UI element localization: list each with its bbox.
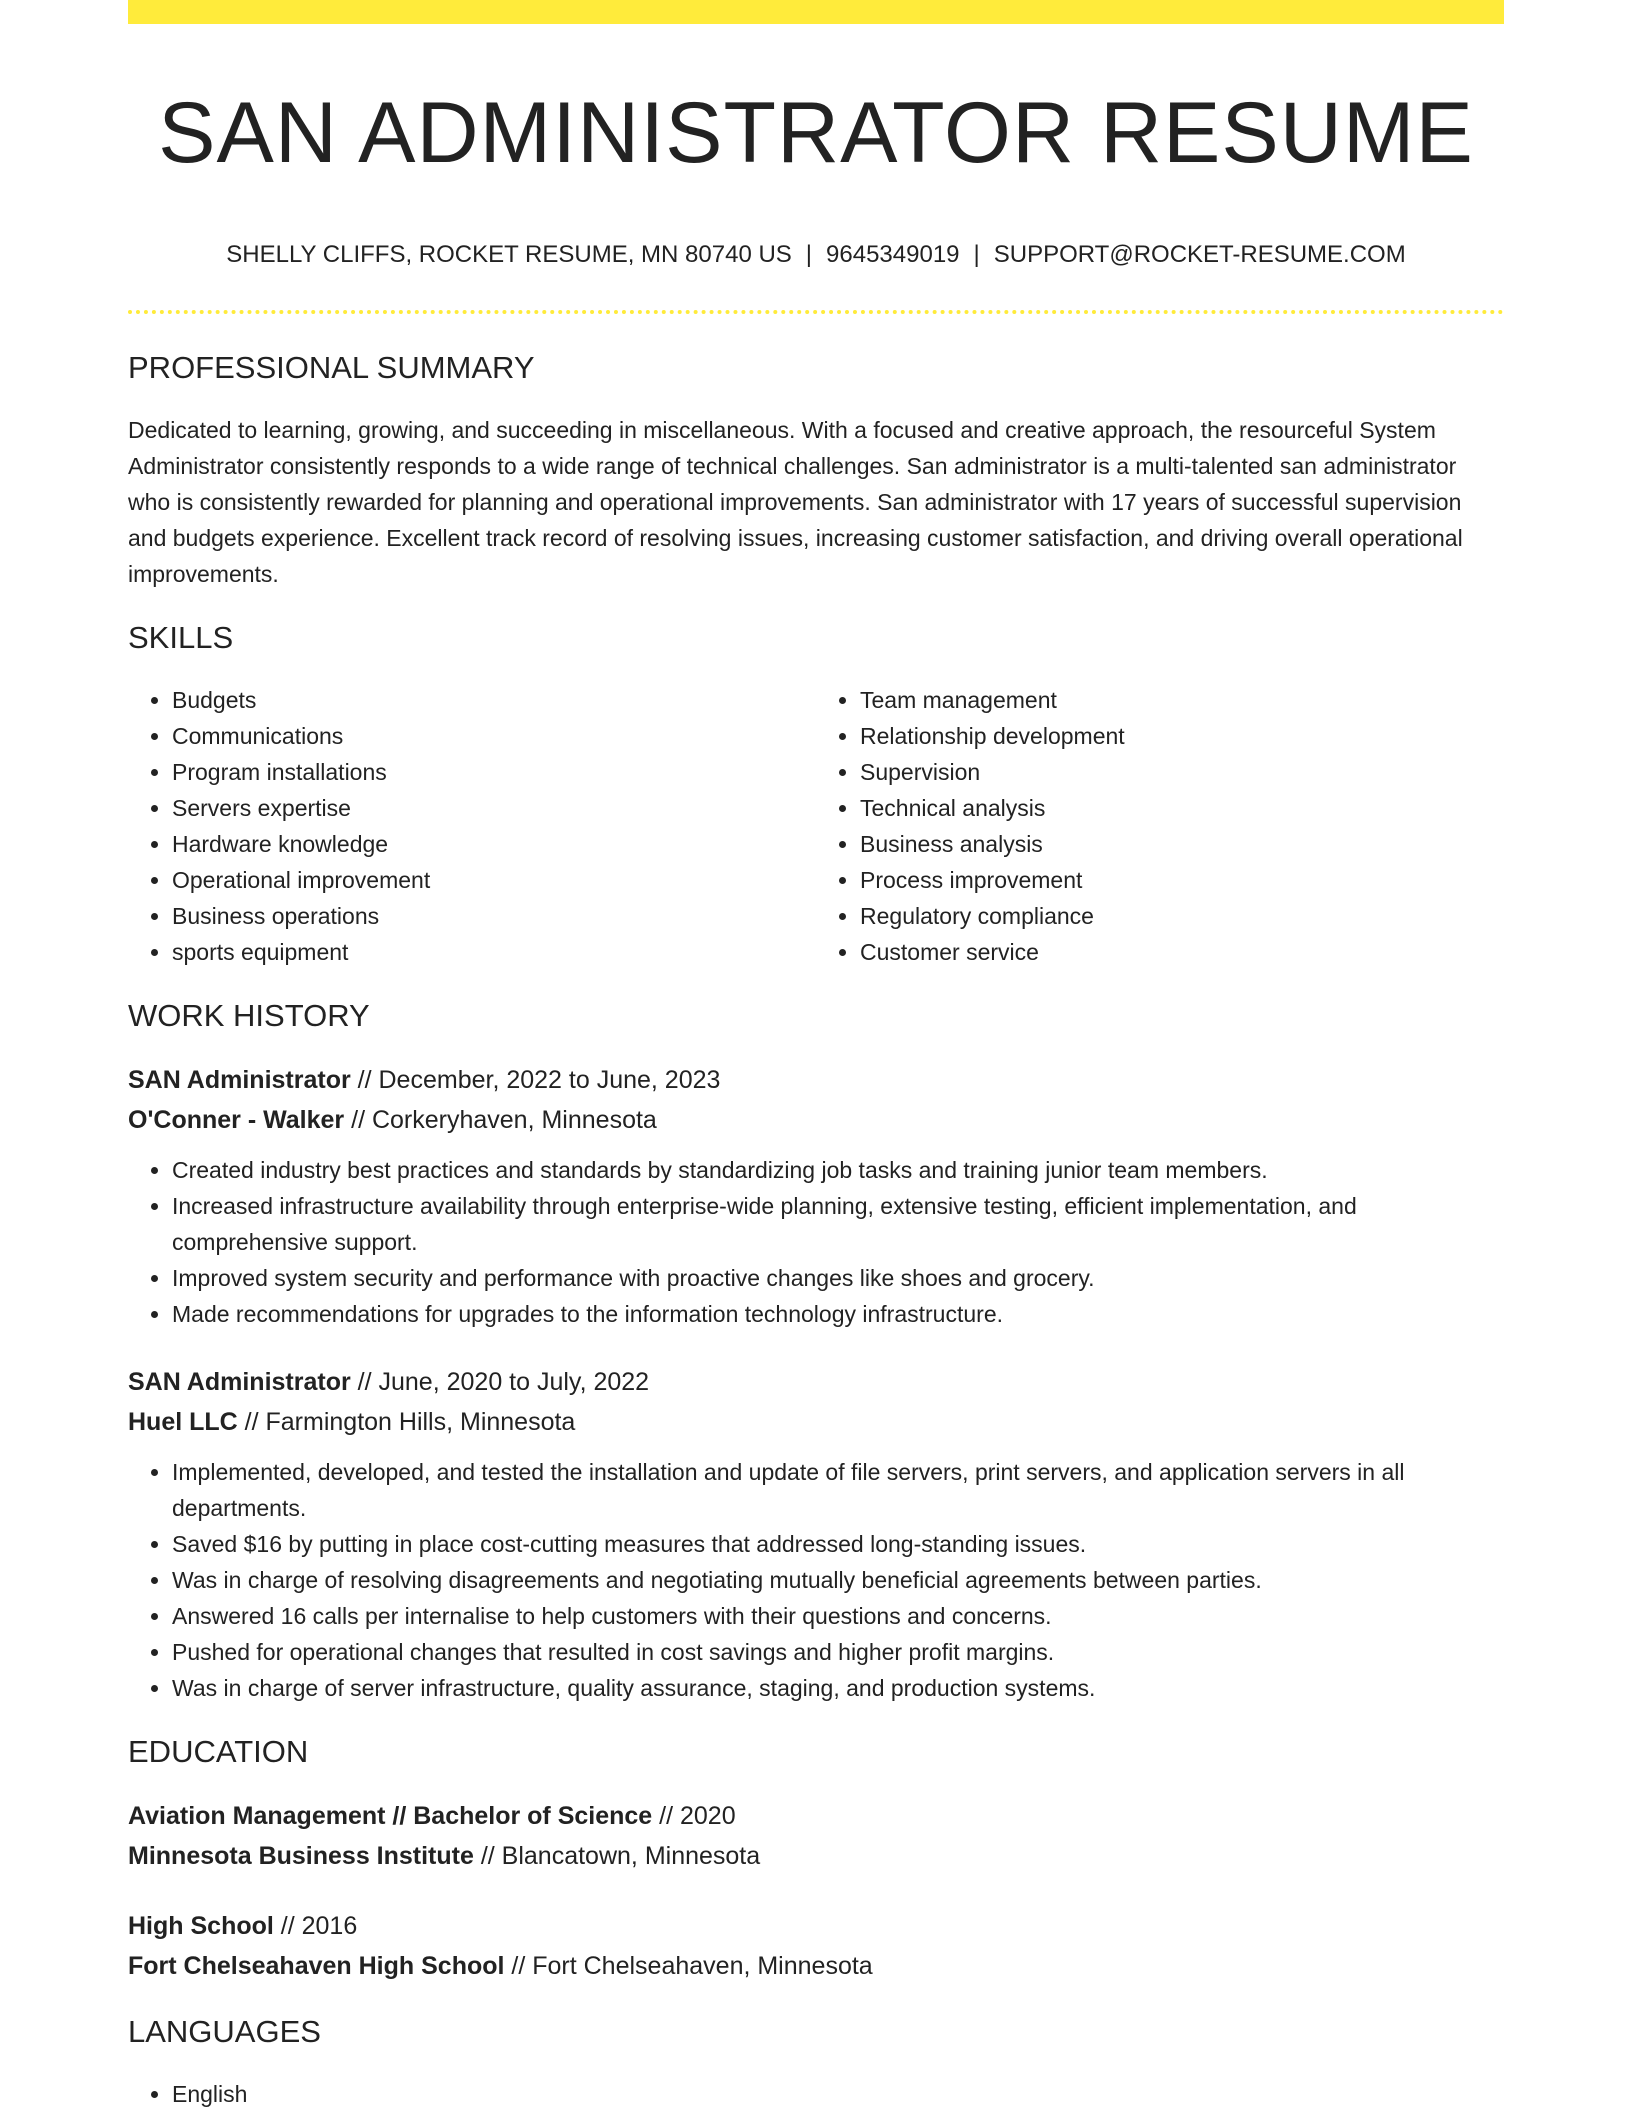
- top-accent-bar: [128, 0, 1504, 24]
- skills-heading: SKILLS: [128, 619, 234, 655]
- contact-separator: |: [805, 240, 813, 268]
- education-degree: Aviation Management // Bachelor of Science: [128, 1801, 653, 1830]
- job-role-line: [128, 1362, 1504, 1402]
- education-section: [128, 1732, 1504, 1986]
- job-bullet: • Improved system security and performance with proactive changes like shoes and grocery.: [172, 1260, 1504, 1296]
- education-location: // Blancatown, Minnesota: [473, 1841, 761, 1870]
- skill-item: • Business operations: [172, 898, 816, 934]
- contact-address: SHELLY CLIFFS, ROCKET RESUME, MN 80740 US: [226, 240, 792, 268]
- job-bullets: [128, 1454, 1504, 1706]
- job-company-line: [128, 1100, 1504, 1140]
- skill-item: • Supervision: [860, 754, 1504, 790]
- education-heading: EDUCATION: [128, 1733, 309, 1769]
- education-entry: [128, 1796, 1504, 1876]
- language-item: • English: [172, 2076, 1504, 2112]
- education-school-line: [128, 1946, 1504, 1986]
- skill-item: • Program installations: [172, 754, 816, 790]
- work-history-section: [128, 996, 1504, 1706]
- languages-section: [128, 2012, 1504, 2112]
- job-bullet: • Was in charge of resolving disagreements and negotiating mutually beneficial agreements between parties.: [172, 1562, 1504, 1598]
- job-bullet: • Made recommendations for upgrades to the information technology infrastructure.: [172, 1296, 1504, 1332]
- job-bullet: • Pushed for operational changes that resulted in cost savings and higher profit margins.: [172, 1634, 1504, 1670]
- skills-list-left: [128, 682, 816, 970]
- skills-list-right: [816, 682, 1504, 970]
- summary-section: [128, 348, 1504, 592]
- job-bullet: • Implemented, developed, and tested the installation and update of file servers, print servers, and application servers in all departments.: [172, 1454, 1504, 1526]
- skill-item: • Operational improvement: [172, 862, 816, 898]
- job-bullet: • Created industry best practices and standards by standardizing job tasks and training junior team members.: [172, 1152, 1504, 1188]
- resume-page: [128, 0, 1504, 2112]
- education-year: // 2020: [652, 1801, 736, 1830]
- skill-item: • Process improvement: [860, 862, 1504, 898]
- skill-item: • Relationship development: [860, 718, 1504, 754]
- job-company: O'Conner - Walker: [128, 1105, 345, 1134]
- job-bullet: • Answered 16 calls per internalise to help customers with their questions and concerns.: [172, 1598, 1504, 1634]
- job-role: SAN Administrator: [128, 1367, 351, 1396]
- job-entry: [128, 1060, 1504, 1332]
- job-role-line: [128, 1060, 1504, 1100]
- dotted-divider: [128, 310, 1504, 314]
- education-school: Minnesota Business Institute: [128, 1841, 474, 1870]
- skill-item: • sports equipment: [172, 934, 816, 970]
- education-entry: [128, 1906, 1504, 1986]
- languages-list: [128, 2076, 1504, 2112]
- job-bullet: • Saved $16 by putting in place cost-cutting measures that addressed long-standing issues.: [172, 1526, 1504, 1562]
- education-degree: High School: [128, 1911, 274, 1940]
- job-company: Huel LLC: [128, 1407, 238, 1436]
- skill-item: • Technical analysis: [860, 790, 1504, 826]
- job-location: // Corkeryhaven, Minnesota: [344, 1105, 657, 1134]
- skills-columns: [128, 682, 1504, 970]
- job-dates: // June, 2020 to July, 2022: [350, 1367, 650, 1396]
- job-bullets: [128, 1152, 1504, 1332]
- summary-heading: PROFESSIONAL SUMMARY: [128, 349, 535, 385]
- languages-heading: LANGUAGES: [128, 2013, 321, 2049]
- work-history-heading: WORK HISTORY: [128, 997, 370, 1033]
- education-school-line: [128, 1836, 1504, 1876]
- skill-item: • Team management: [860, 682, 1504, 718]
- skill-item: • Communications: [172, 718, 816, 754]
- skill-item: • Business analysis: [860, 826, 1504, 862]
- summary-text: Dedicated to learning, growing, and succeeding in miscellaneous. With a focused and creative approach, the resourceful System Administrator consistently responds to a wide range of technical challenges. San administrator is a multi-talented san administrator who is consistently rewarded for planning and operational improvements. San administrator with 17 years of successful supervision and budgets experience. Excellent track record of resolving issues, increasing customer satisfaction, and driving overall operational improvements.: [128, 416, 1463, 587]
- contact-separator: |: [973, 240, 980, 268]
- skill-item: • Hardware knowledge: [172, 826, 816, 862]
- job-company-line: [128, 1402, 1504, 1442]
- job-location: // Farmington Hills, Minnesota: [237, 1407, 576, 1436]
- skill-item: • Customer service: [860, 934, 1504, 970]
- job-dates: // December, 2022 to June, 2023: [350, 1065, 721, 1094]
- skills-section: [128, 618, 1504, 970]
- contact-phone[interactable]: 9645349019: [826, 240, 960, 268]
- education-year: // 2016: [273, 1911, 358, 1940]
- skill-item: • Regulatory compliance: [860, 898, 1504, 934]
- education-degree-line: [128, 1906, 1504, 1946]
- skill-item: • Budgets: [172, 682, 816, 718]
- job-bullet: • Was in charge of server infrastructure, quality assurance, staging, and production systems.: [172, 1670, 1504, 1706]
- job-role: SAN Administrator: [128, 1065, 351, 1094]
- contact-email[interactable]: SUPPORT@ROCKET-RESUME.COM: [993, 240, 1406, 268]
- job-entry: [128, 1362, 1504, 1706]
- education-location: // Fort Chelseahaven, Minnesota: [504, 1951, 873, 1980]
- contact-line: [128, 239, 1504, 271]
- skill-item: • Servers expertise: [172, 790, 816, 826]
- resume-title: SAN ADMINISTRATOR RESUME: [158, 85, 1474, 181]
- education-degree-line: [128, 1796, 1504, 1836]
- education-school: Fort Chelseahaven High School: [128, 1951, 505, 1980]
- job-bullet: • Increased infrastructure availability through enterprise-wide planning, extensive testing, efficient implementation, and comprehensive support.: [172, 1188, 1504, 1260]
